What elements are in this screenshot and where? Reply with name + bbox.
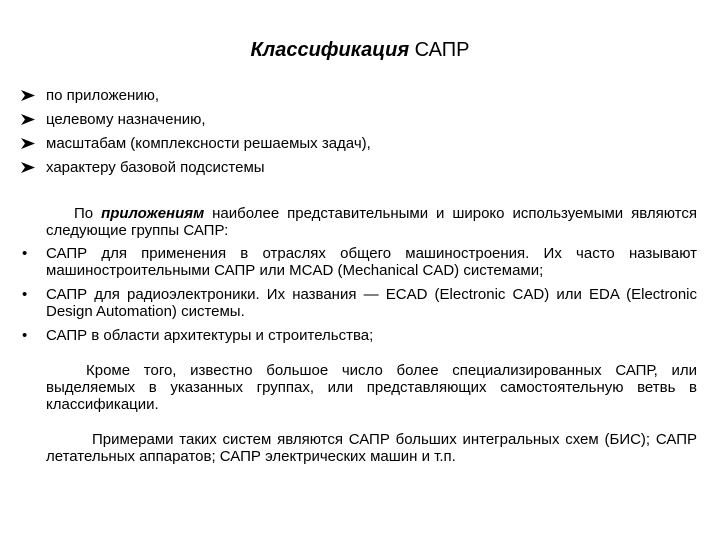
intro-paragraph	[46, 205, 697, 239]
bullet-dot-icon: •	[22, 286, 28, 303]
intro-emphasis: приложениям	[101, 205, 205, 222]
arrowhead-bullet-icon	[20, 113, 36, 126]
intro-lead: По	[74, 205, 102, 222]
criteria-item-text: целевому назначению,	[46, 111, 206, 128]
slide-body	[20, 205, 697, 465]
criteria-list	[20, 86, 700, 182]
specialized-paragraph: Кроме того, известно большое число более специализированных САПР, или выделяемых в указанных группах, или представляющих самостоятельную ветвь в классификации.	[46, 362, 697, 413]
arrowhead-bullet-icon	[20, 161, 36, 174]
group-item	[20, 327, 697, 344]
group-item	[20, 286, 697, 320]
arrowhead-bullet-icon	[20, 137, 36, 150]
slide-title	[0, 38, 720, 62]
criteria-item	[20, 86, 700, 105]
group-item-text: САПР в области архитектуры и строительства;	[46, 327, 374, 344]
criteria-item-text: характеру базовой подсистемы	[46, 159, 265, 176]
intro-rest: наиболее представительными и широко используемыми являются следующие группы САПР:	[46, 205, 697, 239]
group-item-text: САПР для радиоэлектроники. Их названия — ECAD (Electronic CAD) или EDA (Electronic Design Automation) системы.	[46, 286, 697, 320]
slide-title-emphasis: Классификация	[250, 39, 410, 61]
bullet-dot-icon: •	[22, 327, 28, 344]
group-item	[20, 245, 697, 279]
arrowhead-bullet-icon	[20, 89, 36, 102]
criteria-item-text: по приложению,	[46, 87, 160, 104]
criteria-item	[20, 158, 700, 177]
criteria-item	[20, 110, 700, 129]
group-item-text: САПР для применения в отраслях общего машиностроения. Их часто называют машиностроительными САПР или MCAD (Mechanical CAD) системами;	[46, 245, 697, 279]
examples-paragraph: Примерами таких систем являются САПР больших интегральных схем (БИС); САПР летательных аппаратов; САПР электрических машин и т.п.	[46, 431, 697, 465]
bullet-dot-icon: •	[22, 245, 28, 262]
group-list	[20, 245, 697, 344]
criteria-item	[20, 134, 700, 153]
slide-title-rest: САПР	[409, 39, 470, 61]
criteria-item-text: масштабам (комплексности решаемых задач),	[46, 135, 371, 152]
